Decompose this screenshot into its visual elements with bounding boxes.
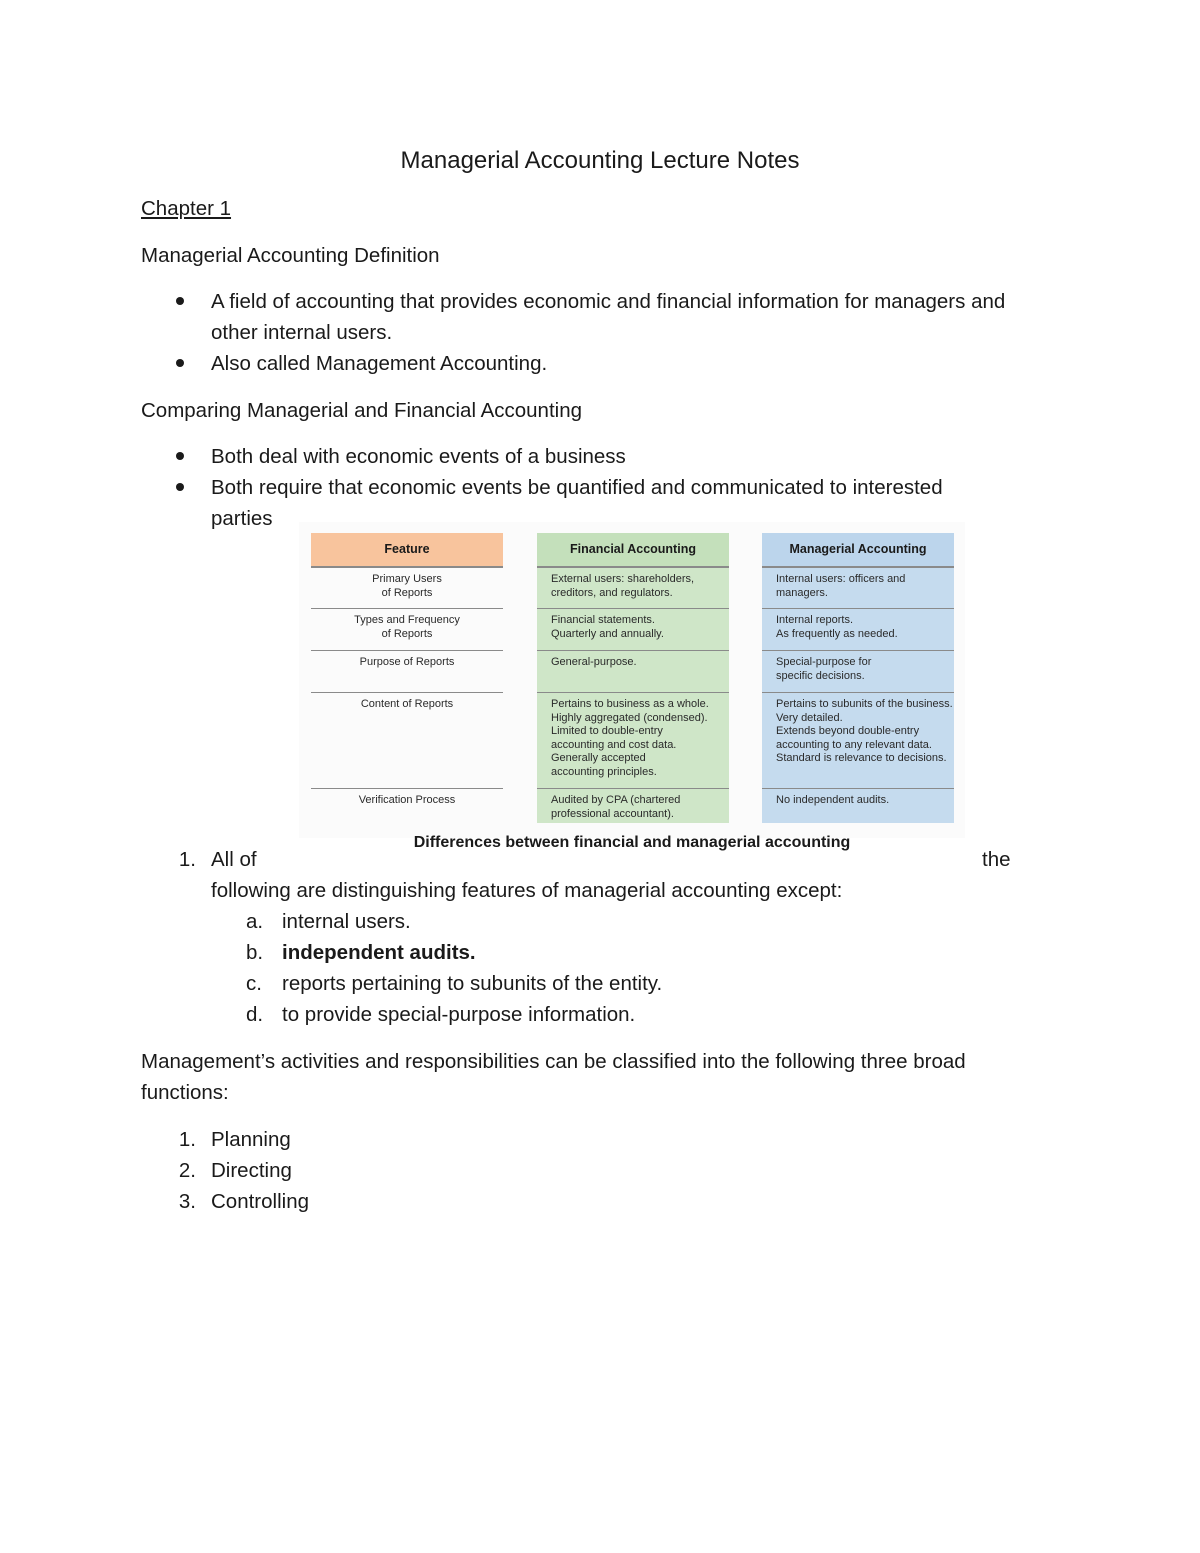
managerial-column: [762, 533, 954, 823]
option-text: internal users.: [282, 910, 411, 933]
comparing-bullet-1: Both deal with economic events of a business: [211, 445, 626, 468]
table-cell: Primary Users of Reports: [311, 567, 503, 608]
table-cell: No independent audits.: [762, 788, 954, 823]
option-letter: b.: [246, 941, 264, 964]
bullet-icon: [176, 359, 184, 367]
table-cell: Special-purpose for specific decisions.: [762, 650, 954, 692]
managerial-header: Managerial Accounting: [762, 533, 954, 568]
table-cell: Audited by CPA (chartered professional accountant).: [537, 788, 729, 823]
table-cell: Pertains to business as a whole. Highly aggregated (condensed). Limited to double-entry accounting and cost data. Generally accepted accounting principles.: [537, 692, 729, 788]
list-number: 1.: [178, 1128, 196, 1151]
question-text-start: All of: [211, 848, 257, 871]
question-text-end: the: [982, 848, 1011, 871]
question-number: 1.: [178, 848, 196, 871]
option-letter: d.: [246, 1003, 264, 1026]
financial-column: [537, 533, 729, 823]
table-cell: Purpose of Reports: [311, 650, 503, 692]
table-cell: Types and Frequency of Reports: [311, 608, 503, 650]
definition-bullet-1-cont: other internal users.: [211, 321, 393, 344]
comparing-bullet-2: Both require that economic events be quantified and communicated to interested: [211, 476, 943, 499]
feature-header: Feature: [311, 533, 503, 568]
comparing-bullet-2-cont: parties: [211, 507, 273, 530]
bullet-icon: [176, 297, 184, 305]
bullet-icon: [176, 452, 184, 460]
option-text: reports pertaining to subunits of the entity.: [282, 972, 663, 995]
option-letter: a.: [246, 910, 264, 933]
question-text-cont: following are distinguishing features of managerial accounting except:: [211, 879, 843, 902]
table-cell: Financial statements. Quarterly and annually.: [537, 608, 729, 650]
table-cell: External users: shareholders, creditors, and regulators.: [537, 567, 729, 608]
option-text-answer: independent audits.: [282, 941, 476, 964]
table-cell: Verification Process: [311, 788, 503, 823]
list-number: 3.: [178, 1190, 196, 1213]
definition-heading: Managerial Accounting Definition: [141, 244, 440, 267]
definition-bullet-1: A field of accounting that provides economic and financial information for managers and: [211, 290, 1006, 313]
financial-header: Financial Accounting: [537, 533, 729, 568]
table-caption: Differences between financial and managerial accounting: [413, 834, 851, 851]
comparing-heading: Comparing Managerial and Financial Accounting: [141, 399, 583, 422]
chapter-heading: Chapter 1: [141, 197, 232, 220]
table-cell: Pertains to subunits of the business. Very detailed. Extends beyond double-entry accounting to any relevant data. Standard is relevance to decisions.: [762, 692, 954, 788]
list-number: 2.: [178, 1159, 196, 1182]
list-item: Controlling: [211, 1190, 309, 1213]
page-title: Managerial Accounting Lecture Notes: [400, 147, 800, 174]
option-text: to provide special-purpose information.: [282, 1003, 636, 1026]
list-item: Directing: [211, 1159, 292, 1182]
feature-column: [311, 533, 503, 823]
list-item: Planning: [211, 1128, 291, 1151]
definition-bullet-2: Also called Management Accounting.: [211, 352, 548, 375]
option-letter: c.: [246, 972, 262, 995]
bullet-icon: [176, 483, 184, 491]
comparison-table-figure: [299, 522, 965, 851]
table-cell: Content of Reports: [311, 692, 503, 788]
functions-intro-cont: functions:: [141, 1081, 229, 1104]
table-cell: General-purpose.: [537, 650, 729, 692]
table-cell: Internal users: officers and managers.: [762, 567, 954, 608]
functions-intro: Management’s activities and responsibilities can be classified into the following three broad: [141, 1050, 966, 1073]
table-cell: Internal reports. As frequently as needed.: [762, 608, 954, 650]
